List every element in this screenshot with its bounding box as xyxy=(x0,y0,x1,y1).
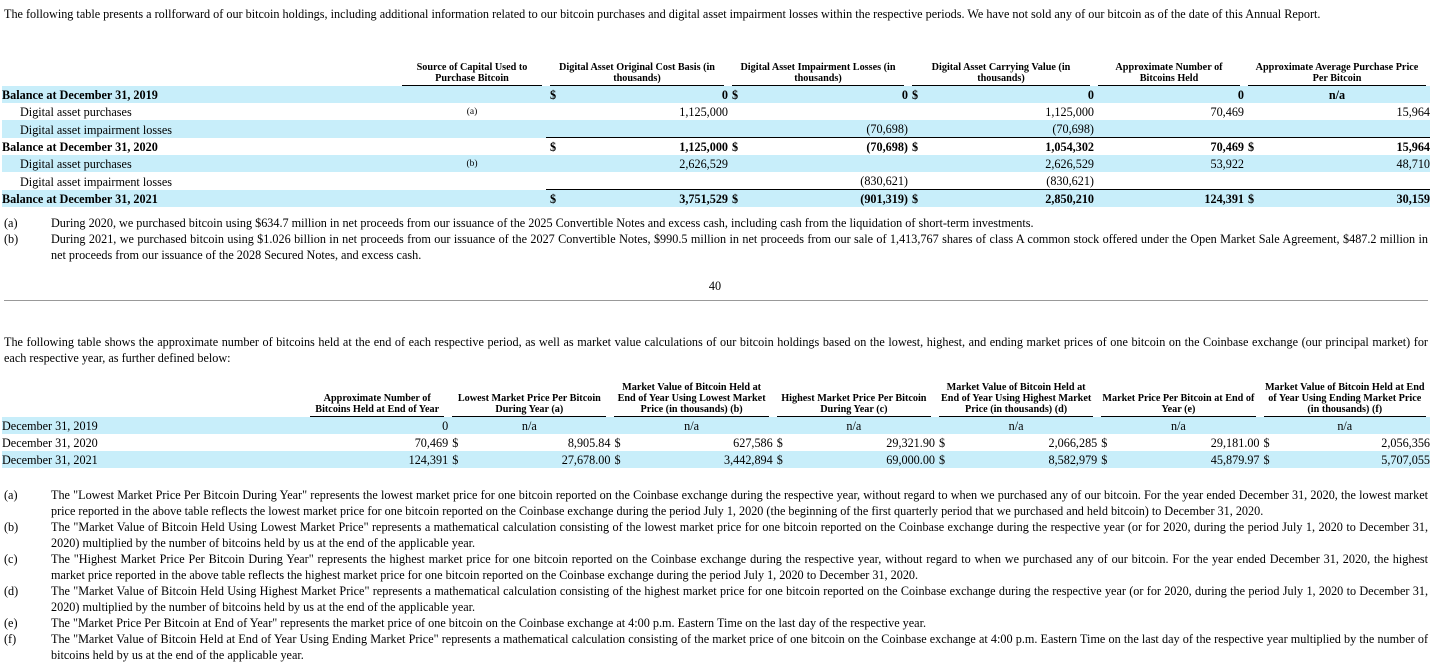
ending-price-value: 45,879.97 xyxy=(1122,451,1260,468)
rollforward-footnotes xyxy=(4,215,1428,263)
cost-basis-value: 3,751,529 xyxy=(560,190,728,208)
currency-symbol xyxy=(1244,120,1272,138)
row-label: Digital asset purchases xyxy=(20,105,132,119)
footnote-text: The "Market Value of Bitcoin Held Using Highest Market Price" represents a mathematical calculation consisting of the highest market price for one bitcoin reported on the Coinbase exchange during the respective year (or for 2020, during the period July 1, 2020 to December 31, 2020) multiplied by the number of bitcoins held by us at the end of the applicable year. xyxy=(51,584,1428,614)
currency-symbol: $ xyxy=(610,451,634,468)
carrying-value: 0 xyxy=(922,86,1094,103)
row-label: December 31, 2021 xyxy=(2,451,306,468)
col-header-avg-price: Approximate Average Purchase Price Per Bitcoin xyxy=(1248,62,1426,86)
footnote xyxy=(4,583,1428,615)
impairment-value xyxy=(742,103,908,120)
currency-symbol xyxy=(546,120,560,138)
col-header-highest-value: Market Value of Bitcoin Held at End of Year Using Highest Market Price (in thousands) (d) xyxy=(940,382,1092,415)
bitcoins-held-value: 70,469 xyxy=(414,436,449,450)
lowest-price-value: n/a xyxy=(448,417,610,434)
currency-symbol xyxy=(1244,155,1272,172)
row-label: December 31, 2019 xyxy=(2,417,306,434)
carrying-value: (70,698) xyxy=(922,120,1094,138)
currency-symbol: $ xyxy=(935,451,959,468)
currency-symbol: $ xyxy=(728,86,742,103)
impairment-value xyxy=(742,155,908,172)
row-label: Digital asset purchases xyxy=(2,155,398,172)
source-ref xyxy=(398,86,546,103)
avg-price-value: 15,964 xyxy=(1272,138,1430,156)
highest-price-value: 29,321.90 xyxy=(886,436,935,450)
impairment-value: (70,698) xyxy=(742,138,908,156)
col-header-bitcoins-held: Approximate Number of Bitcoins Held at End of Year xyxy=(310,393,444,417)
table-header-row xyxy=(2,62,1430,86)
source-ref xyxy=(398,120,546,138)
cost-basis-value: 1,125,000 xyxy=(679,105,728,119)
col-header-cost-basis: Digital Asset Original Cost Basis (in thousands) xyxy=(550,62,724,86)
cost-basis-value xyxy=(560,172,728,190)
footnote-mark: (e) xyxy=(4,616,18,630)
table-row xyxy=(2,451,1430,468)
lowest-price-value: 8,905.84 xyxy=(567,436,611,450)
currency-symbol xyxy=(1244,172,1272,190)
cost-basis-value xyxy=(560,120,728,138)
currency-symbol xyxy=(546,155,560,172)
currency-symbol xyxy=(908,103,922,120)
col-header-source: Source of Capital Used to Purchase Bitcoin xyxy=(402,62,542,86)
footnote xyxy=(4,615,1428,631)
bitcoins-held-value: 53,922 xyxy=(1094,155,1244,172)
carrying-value: 1,054,302 xyxy=(922,138,1094,156)
currency-symbol xyxy=(1244,103,1272,120)
table-header-row xyxy=(2,382,1430,417)
footnote-text: The "Highest Market Price Per Bitcoin During Year" represents the highest market price for one bitcoin reported on the Coinbase exchange during the respective year, without regard to when we purchased any of our bitcoin. For the year ended December 31, 2020, the highest market price reported in the above table reflects the highest market price for one bitcoin reported on the Coinbase exchange during the period July 1, 2020 to December 31, 2020. xyxy=(51,552,1428,582)
currency-symbol: $ xyxy=(908,86,922,103)
lowest-price-value: 27,678.00 xyxy=(473,451,611,468)
table-row xyxy=(2,120,1430,138)
currency-symbol: $ xyxy=(776,436,783,450)
col-header-ending-value: Market Value of Bitcoin Held at End of Year Using Ending Market Price (in thousands) (f) xyxy=(1264,382,1425,415)
avg-price-value: n/a xyxy=(1244,86,1430,103)
bitcoins-held-value: 0 xyxy=(1094,86,1244,103)
currency-symbol: $ xyxy=(1244,190,1272,208)
table-row xyxy=(2,172,1430,190)
bitcoins-held-value: 70,469 xyxy=(1210,105,1244,119)
rollforward-intro: The following table presents a rollforward of our bitcoin holdings, including additional information related to our bitcoin purchases and digital asset impairment losses within the respective periods. We have not sold any of our bitcoin as of the date of this Annual Report. xyxy=(4,7,1321,21)
cost-basis-value: 2,626,529 xyxy=(560,155,728,172)
impairment-value: (70,698) xyxy=(742,120,908,138)
footnote-mark: (c) xyxy=(4,552,18,566)
highest-price-value: n/a xyxy=(773,417,935,434)
currency-symbol xyxy=(546,172,560,190)
currency-symbol: $ xyxy=(1101,436,1108,450)
row-label: Balance at December 31, 2019 xyxy=(2,86,398,103)
footnote-text: The "Market Price Per Bitcoin at End of Year" represents the market price of one bitcoin on the Coinbase exchange at 4:00 p.m. Eastern Time on the last day of the respective year. xyxy=(51,616,927,630)
ending-value: n/a xyxy=(1260,417,1430,434)
table-row xyxy=(2,155,1430,172)
currency-symbol: $ xyxy=(728,190,742,208)
footnote xyxy=(4,231,1428,263)
lowest-value: 627,586 xyxy=(733,436,773,450)
source-ref: (a) xyxy=(466,107,478,117)
footnote xyxy=(4,487,1428,519)
currency-symbol xyxy=(728,120,742,138)
col-header-impairment: Digital Asset Impairment Losses (in thousands) xyxy=(732,62,904,86)
row-label: Balance at December 31, 2021 xyxy=(2,190,398,208)
currency-symbol: $ xyxy=(546,138,560,156)
footnote-text: The "Market Value of Bitcoin Held at End of Year Using Ending Market Price" represents a mathematical calculation consisting of the market price of one bitcoin on the Coinbase exchange at 4:00 p.m. Eastern Time on the last day of the respective year multiplied by the number of bitcoins held by us at the end of the applicable year. xyxy=(51,632,1428,662)
footnote-text: During 2021, we purchased bitcoin using $1.026 billion in net proceeds from our issuance of the 2027 Convertible Notes, $990.5 million in net proceeds from our sale of 1,413,767 shares of class A common stock offered under the Open Market Sale Agreement, $487.2 million in net proceeds from our issuance of the 2028 Secured Notes, and excess cash. xyxy=(51,232,1428,262)
footnote xyxy=(4,551,1428,583)
lowest-value: 3,442,894 xyxy=(635,451,773,468)
footnote-mark: (b) xyxy=(4,520,19,534)
currency-symbol: $ xyxy=(452,436,459,450)
bitcoins-held-value: 70,469 xyxy=(1094,138,1244,156)
bitcoins-held-value: 124,391 xyxy=(306,451,448,468)
currency-symbol: $ xyxy=(908,138,922,156)
market-value-intro: The following table shows the approximate number of bitcoins held at the end of each respective period, as well as market value calculations of our bitcoin holdings based on the lowest, highest, and ending market prices of one bitcoin on the Coinbase exchange (our principal market) for each respective year, as further defined below: xyxy=(4,335,1428,365)
table-row xyxy=(2,190,1430,208)
ending-value: 2,056,356 xyxy=(1381,436,1430,450)
table-row xyxy=(2,86,1430,103)
impairment-value: (901,319) xyxy=(742,190,908,208)
bitcoins-held-value xyxy=(1094,120,1244,138)
row-label: Balance at December 31, 2020 xyxy=(2,140,158,154)
currency-symbol: $ xyxy=(546,190,560,208)
currency-symbol: $ xyxy=(614,436,621,450)
highest-value: 8,582,979 xyxy=(959,451,1097,468)
carrying-value: 2,850,210 xyxy=(922,190,1094,208)
currency-symbol xyxy=(728,155,742,172)
col-header-highest-price: Highest Market Price Per Bitcoin During Year (c) xyxy=(777,393,931,417)
impairment-value: 0 xyxy=(742,86,908,103)
footnote-text: The "Market Value of Bitcoin Held Using Lowest Market Price" represents a mathematical calculation consisting of the lowest market price for one bitcoin reported on the Coinbase exchange during the respective year (or for 2020, during the period July 1, 2020 to December 31, 2020) multiplied by the number of bitcoins held by us at the end of the applicable year. xyxy=(51,520,1428,550)
highest-value: n/a xyxy=(935,417,1097,434)
currency-symbol xyxy=(908,155,922,172)
avg-price-value xyxy=(1272,172,1430,190)
source-ref: (b) xyxy=(398,155,546,172)
footnote xyxy=(4,519,1428,551)
currency-symbol: $ xyxy=(908,190,922,208)
currency-symbol: $ xyxy=(546,86,560,103)
currency-symbol: $ xyxy=(1263,436,1270,450)
source-ref xyxy=(398,190,546,208)
col-header-carrying-value: Digital Asset Carrying Value (in thousands) xyxy=(912,62,1090,86)
bitcoins-held-value: 124,391 xyxy=(1094,190,1244,208)
avg-price-value: 30,159 xyxy=(1272,190,1430,208)
bitcoins-held-value xyxy=(1094,172,1244,190)
table-row xyxy=(2,417,1430,434)
currency-symbol: $ xyxy=(728,138,742,156)
col-header-lowest-price: Lowest Market Price Per Bitcoin During Year (a) xyxy=(452,393,606,417)
currency-symbol: $ xyxy=(939,436,946,450)
currency-symbol xyxy=(728,172,742,190)
row-label: Digital asset impairment losses xyxy=(20,174,172,189)
ending-price-value: n/a xyxy=(1097,417,1259,434)
footnote-mark: (a) xyxy=(4,488,18,502)
market-value-footnotes xyxy=(4,487,1428,663)
bitcoin-rollforward-table xyxy=(2,62,1430,207)
bitcoin-market-value-table xyxy=(2,382,1430,468)
col-header-bitcoins-held: Approximate Number of Bitcoins Held xyxy=(1098,62,1240,86)
row-label: December 31, 2020 xyxy=(2,436,98,450)
table-row xyxy=(2,434,1430,451)
source-ref xyxy=(398,172,546,190)
ending-price-value: 29,181.00 xyxy=(1210,436,1260,450)
footnote-mark: (d) xyxy=(4,584,19,598)
currency-symbol: $ xyxy=(1244,138,1272,156)
currency-symbol: $ xyxy=(1260,451,1284,468)
carrying-value: 1,125,000 xyxy=(1045,105,1094,119)
avg-price-value: 15,964 xyxy=(1396,105,1431,119)
currency-symbol: $ xyxy=(773,451,797,468)
cost-basis-value: 0 xyxy=(560,86,728,103)
currency-symbol xyxy=(728,103,742,120)
currency-symbol: $ xyxy=(1097,451,1121,468)
currency-symbol xyxy=(908,172,922,190)
currency-symbol xyxy=(908,120,922,138)
page-divider xyxy=(4,300,1428,301)
ending-value: 5,707,055 xyxy=(1284,451,1430,468)
bitcoins-held-value: 0 xyxy=(306,417,448,434)
source-ref xyxy=(398,138,546,156)
footnote-text: During 2020, we purchased bitcoin using $634.7 million in net proceeds from our issuance of the 2025 Convertible Notes and excess cash, including cash from the liquidation of short-term investments. xyxy=(51,216,1034,230)
cost-basis-value: 1,125,000 xyxy=(560,138,728,156)
footnote-mark: (a) xyxy=(4,216,18,230)
col-header-lowest-value: Market Value of Bitcoin Held at End of Year Using Lowest Market Price (in thousands) (b) xyxy=(614,382,768,417)
impairment-value: (830,621) xyxy=(860,174,908,188)
currency-symbol: $ xyxy=(448,451,472,468)
highest-price-value: 69,000.00 xyxy=(797,451,935,468)
lowest-value: n/a xyxy=(610,417,772,434)
table-row xyxy=(2,138,1430,156)
currency-symbol xyxy=(546,103,560,120)
footnote-mark: (f) xyxy=(4,632,17,646)
col-header-ending-price: Market Price Per Bitcoin at End of Year (e) xyxy=(1102,393,1255,415)
carrying-value: 2,626,529 xyxy=(922,155,1094,172)
table-row xyxy=(2,103,1430,120)
footnote xyxy=(4,215,1428,231)
page-number: 40 xyxy=(708,279,722,293)
footnote-text: The "Lowest Market Price Per Bitcoin During Year" represents the lowest market price for one bitcoin reported on the Coinbase exchange during the respective year, without regard to when we purchased any of our bitcoin. For the year ended December 31, 2020, the lowest market price reported in the above table reflects the lowest market price for one bitcoin reported on the Coinbase exchange during the period July 1, 2020 (the beginning of the first quarterly period that we purchased and held bitcoin) to December 31, 2020. xyxy=(51,488,1428,518)
avg-price-value xyxy=(1272,120,1430,138)
avg-price-value: 48,710 xyxy=(1272,155,1430,172)
footnote-mark: (b) xyxy=(4,232,19,246)
footnote xyxy=(4,631,1428,663)
carrying-value: (830,621) xyxy=(1046,174,1094,188)
highest-value: 2,066,285 xyxy=(1048,436,1098,450)
row-label: Digital asset impairment losses xyxy=(2,120,398,138)
